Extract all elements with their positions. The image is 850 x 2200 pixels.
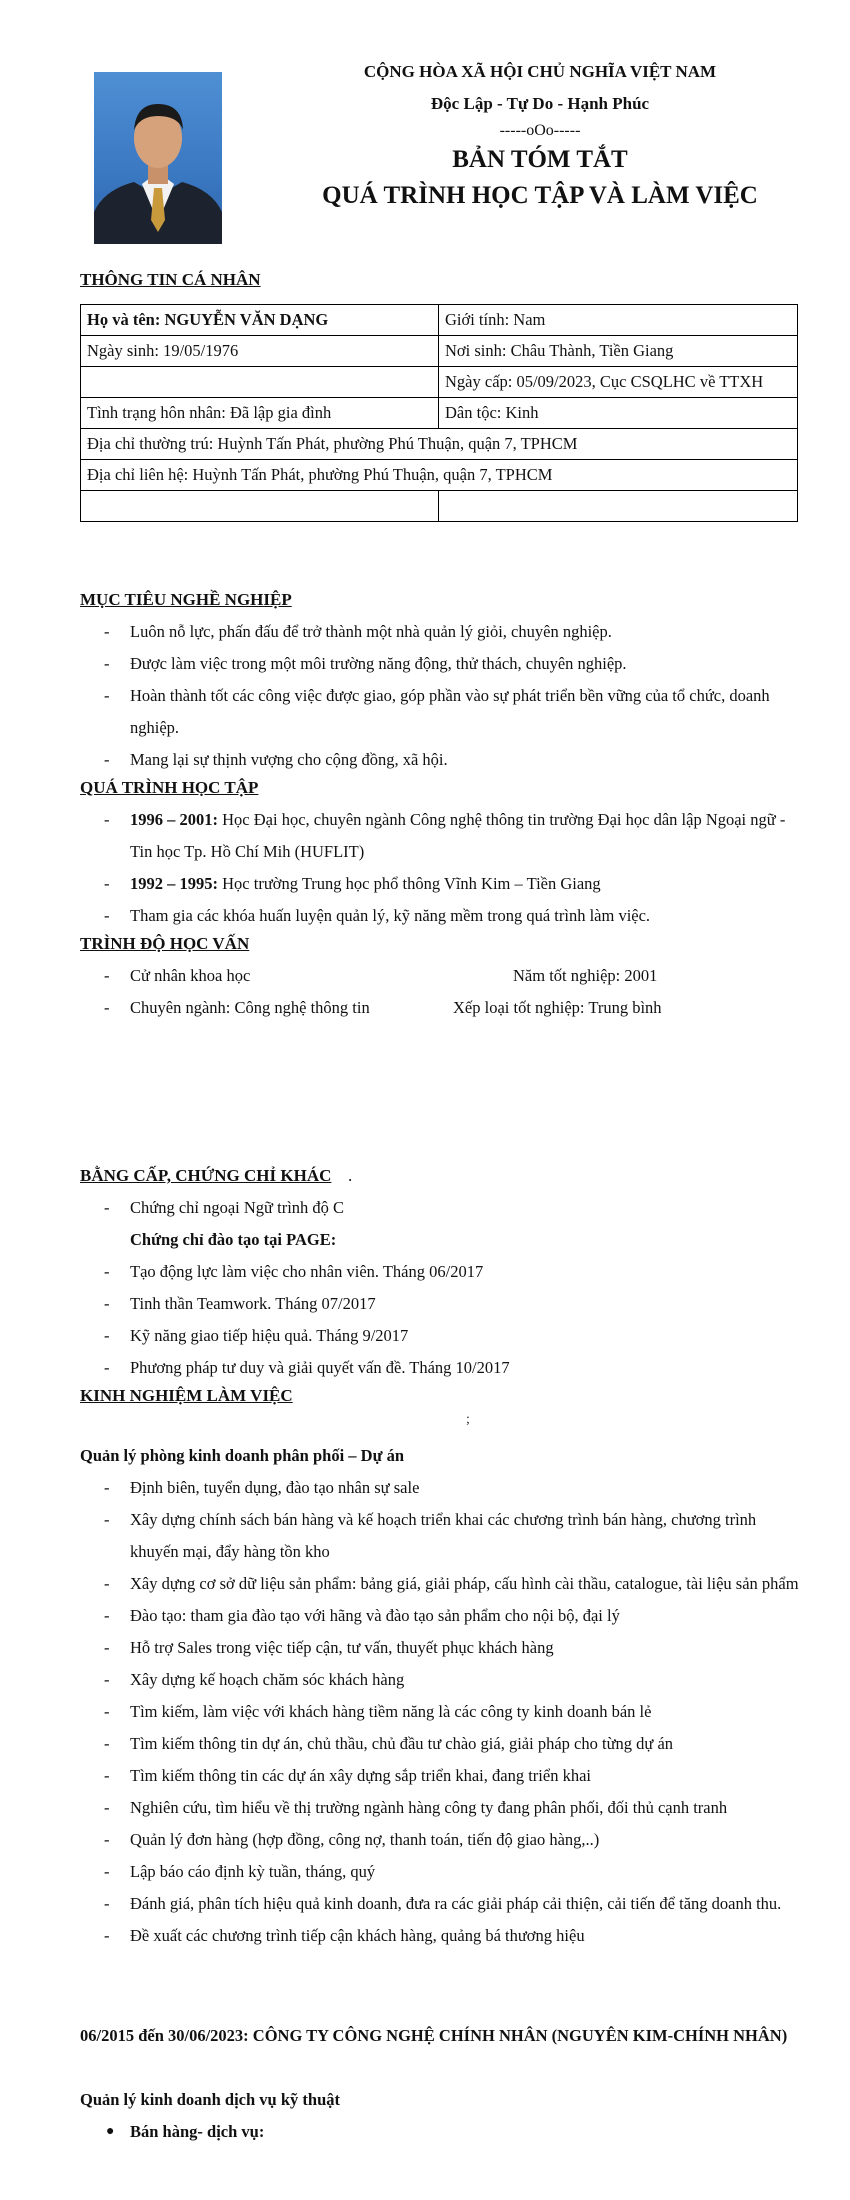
document-title-line-1: BẢN TÓM TẮT (452, 146, 628, 173)
graduation-grade: Xếp loại tốt nghiệp: Trung bình (453, 998, 662, 1017)
document-header (250, 56, 830, 214)
list-item: - Đề xuất các chương trình tiếp cận khách hàng, quảng bá thương hiệu (104, 1926, 585, 1945)
list-item: - Lập báo cáo định kỳ tuần, tháng, quý (104, 1862, 376, 1881)
duties-list (80, 1472, 800, 1952)
role-title: Quản lý phòng kinh doanh phân phối – Dự án (80, 1446, 405, 1465)
header-separator: -----oOo----- (499, 122, 581, 139)
country-name: CỘNG HÒA XÃ HỘI CHỦ NGHĨA VIỆT NAM (363, 62, 717, 81)
birthplace-cell: Nơi sinh: Châu Thành, Tiền Giang (439, 336, 798, 367)
document-title-line-2: QUÁ TRÌNH HỌC TẬP VÀ LÀM VIỆC (322, 182, 758, 209)
list-item: - 1992 – 1995: Học trường Trung học phổ thông Vĩnh Kim – Tiền Giang (104, 874, 601, 893)
personal-info-heading: THÔNG TIN CÁ NHÂN (80, 270, 261, 289)
dob-cell: Ngày sinh: 19/05/1976 (81, 336, 439, 367)
marital-status-cell: Tình trạng hôn nhân: Đã lập gia đình (81, 398, 439, 429)
service-bullet-list (80, 2116, 800, 2148)
list-item: - Chứng chỉ ngoại Ngữ trình độ C (104, 1198, 345, 1217)
list-item: - Xây dựng chính sách bán hàng và kế hoạch triển khai các chương trình bán hàng, chương trình khuyến mại, đẩy hàng tồn kho (104, 1510, 757, 1561)
certificates-heading-tail: . (348, 1166, 353, 1185)
education-heading: QUÁ TRÌNH HỌC TẬP (80, 778, 259, 797)
objective-heading: MỤC TIÊU NGHỀ NGHIỆP (80, 590, 292, 609)
list-item: - Cử nhân khoa học Năm tốt nghiệp: 2001 (80, 960, 800, 992)
list-item: - Mang lại sự thịnh vượng cho cộng đồng, xã hội. (104, 750, 448, 769)
role-title: Quản lý kinh doanh dịch vụ kỹ thuật (80, 2090, 340, 2109)
certificates-list (80, 1192, 800, 1384)
list-item: - Xây dựng cơ sở dữ liệu sản phẩm: bảng giá, giải pháp, cấu hình cài thầu, catalogue, tài liệu sản phẩm (104, 1574, 799, 1593)
list-item: - 1996 – 2001: Học Đại học, chuyên ngành Công nghệ thông tin trường Đại học dân lập Ngoại ngữ - Tin học Tp. Hồ Chí Mih (HUFLIT) (104, 810, 786, 861)
list-item: - Đánh giá, phân tích hiệu quả kinh doanh, đưa ra các giải pháp cải thiện, cải tiến để tăng doanh thu. (104, 1894, 782, 1913)
certificates-heading: BẰNG CẤP, CHỨNG CHỈ KHÁC (80, 1166, 332, 1185)
list-item: - Kỹ năng giao tiếp hiệu quả. Tháng 9/2017 (104, 1326, 409, 1345)
blank-cell (81, 367, 439, 398)
list-item: ● Bán hàng- dịch vụ: (106, 2122, 265, 2141)
degree-heading: TRÌNH ĐỘ HỌC VẤN (80, 934, 250, 953)
experience-heading: KINH NGHIỆM LÀM VIỆC (80, 1386, 293, 1405)
employment-period: 06/2015 đến 30/06/2023: CÔNG TY CÔNG NGHỆ CHÍNH NHÂN (NGUYÊN KIM-CHÍNH NHÂN) (80, 2026, 788, 2045)
list-item: - Hỗ trợ Sales trong việc tiếp cận, tư vấn, thuyết phục khách hàng (104, 1638, 554, 1657)
stray-mark: ; (466, 1412, 470, 1427)
graduation-year: Năm tốt nghiệp: 2001 (513, 966, 658, 985)
ethnicity-cell: Dân tộc: Kinh (439, 398, 798, 429)
page-certificates-subheading: Chứng chỉ đào tạo tại PAGE: (130, 1230, 337, 1249)
list-item: - Tìm kiếm, làm việc với khách hàng tiềm năng là các công ty kinh doanh bán lẻ (104, 1702, 652, 1721)
list-item: - Nghiên cứu, tìm hiểu về thị trường ngành hàng công ty đang phân phối, đối thủ cạnh tranh (104, 1798, 728, 1817)
list-item: - Phương pháp tư duy và giải quyết vấn đề. Tháng 10/2017 (104, 1358, 510, 1377)
list-item: - Tìm kiếm thông tin các dự án xây dựng sắp triển khai, đang triển khai (104, 1766, 591, 1785)
gender-cell: Giới tính: Nam (439, 305, 798, 336)
list-item: - Được làm việc trong một môi trường năng động, thử thách, chuyên nghiệp. (104, 654, 627, 673)
blank-cell (81, 491, 439, 522)
list-item: - Luôn nỗ lực, phấn đấu để trở thành một nhà quản lý giỏi, chuyên nghiệp. (104, 622, 612, 641)
list-item: - Tinh thần Teamwork. Tháng 07/2017 (104, 1294, 376, 1313)
list-item: - Hoàn thành tốt các công việc được giao, góp phần vào sự phát triển bền vững của tổ chức, doanh nghiệp. (104, 686, 770, 737)
national-motto: Độc Lập - Tự Do - Hạnh Phúc (430, 94, 650, 113)
permanent-address-cell: Địa chỉ thường trú: Huỳnh Tấn Phát, phường Phú Thuận, quận 7, TPHCM (81, 429, 798, 460)
list-item: - Định biên, tuyển dụng, đào tạo nhân sự sale (104, 1478, 420, 1497)
list-item: - Tìm kiếm thông tin dự án, chủ thầu, chủ đầu tư chào giá, giải pháp cho từng dự án (104, 1734, 674, 1753)
contact-address-cell: Địa chỉ liên hệ: Huỳnh Tấn Phát, phường Phú Thuận, quận 7, TPHCM (81, 460, 798, 491)
list-item: - Xây dựng kế hoạch chăm sóc khách hàng (104, 1670, 405, 1689)
issue-date-cell: Ngày cấp: 05/09/2023, Cục CSQLHC về TTXH (439, 367, 798, 398)
objective-list (80, 616, 800, 776)
degree-list (80, 960, 800, 1024)
list-item: - Đào tạo: tham gia đào tạo với hãng và đào tạo sản phẩm cho nội bộ, đại lý (104, 1606, 620, 1625)
list-item: - Tham gia các khóa huấn luyện quản lý, kỹ năng mềm trong quá trình làm việc. (104, 906, 651, 925)
full-name-cell: Họ và tên: NGUYỄN VĂN DẠNG (81, 305, 439, 336)
personal-info-table (80, 304, 798, 522)
education-list (80, 804, 800, 932)
blank-cell (439, 491, 798, 522)
portrait-photo (94, 72, 222, 244)
list-item: - Quản lý đơn hàng (hợp đồng, công nợ, thanh toán, tiến độ giao hàng,..) (104, 1830, 600, 1849)
list-item: - Tạo động lực làm việc cho nhân viên. Tháng 06/2017 (104, 1262, 484, 1281)
list-item: - Chuyên ngành: Công nghệ thông tin Xếp loại tốt nghiệp: Trung bình (80, 992, 800, 1024)
